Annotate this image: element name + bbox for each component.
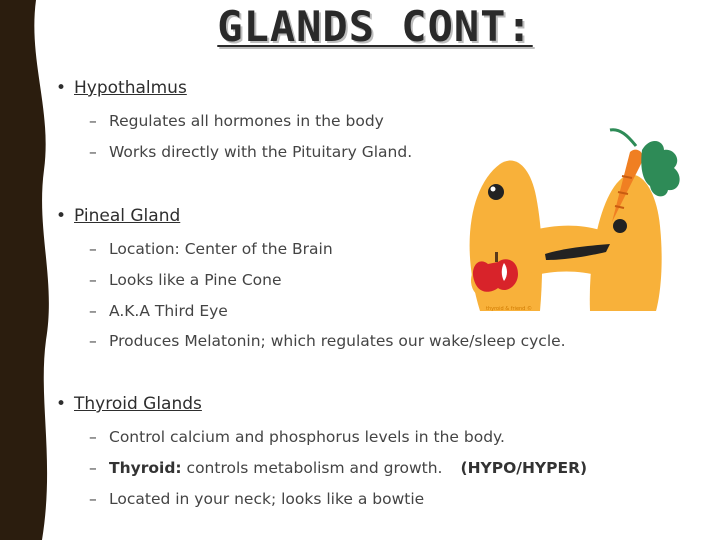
bullet-dot: • [56,394,67,414]
dash: – [89,428,97,446]
page-title: GLANDS CONT: [217,2,533,51]
heading-thyroid-glands: Thyroid Glands [74,394,202,414]
thyroid-cartoon-illustration [460,126,695,316]
bullet-thyroid-glands [56,394,202,414]
list-item [89,428,505,446]
bullet-dot: • [56,78,67,98]
list-item [89,490,424,508]
item-suffix: (HYPO/HYPER) [460,459,588,477]
bullet-hypothalmus [56,78,187,98]
item-text: A.K.A Third Eye [109,302,228,320]
item-text: Works directly with the Pituitary Gland. [109,143,413,161]
list-item [89,240,333,258]
list-item [89,332,566,350]
list-item [89,143,412,161]
dash: – [89,112,97,130]
left-eye [488,184,504,200]
bullet-dot: • [56,206,67,226]
dash: – [89,332,97,350]
dash: – [89,490,97,508]
heading-hypothalmus: Hypothalmus [74,78,187,98]
dash: – [89,240,97,258]
dash: – [89,459,97,477]
item-text: Looks like a Pine Cone [109,271,282,289]
right-lobe [590,175,662,311]
list-item [89,459,587,477]
image-caption: thyroid & friend © [486,306,532,312]
list-item [89,271,282,289]
item-text: Located in your neck; looks like a bowtie [109,490,425,508]
item-bold-label: Thyroid: [109,459,182,477]
item-text: Produces Melatonin; which regulates our wake/sleep cycle. [109,332,566,350]
item-text: Location: Center of the Brain [109,240,333,258]
left-decorative-band [0,0,62,540]
dash: – [89,143,97,161]
bullet-pineal-gland [56,206,180,226]
item-text: Regulates all hormones in the body [109,112,384,130]
heading-pineal-gland: Pineal Gland [74,206,181,226]
dash: – [89,271,97,289]
dash: – [89,302,97,320]
list-item [89,112,384,130]
item-text: controls metabolism and growth. [181,459,443,477]
item-text: Control calcium and phosphorus levels in the body. [109,428,505,446]
right-eye [613,219,627,233]
list-item [89,302,228,320]
